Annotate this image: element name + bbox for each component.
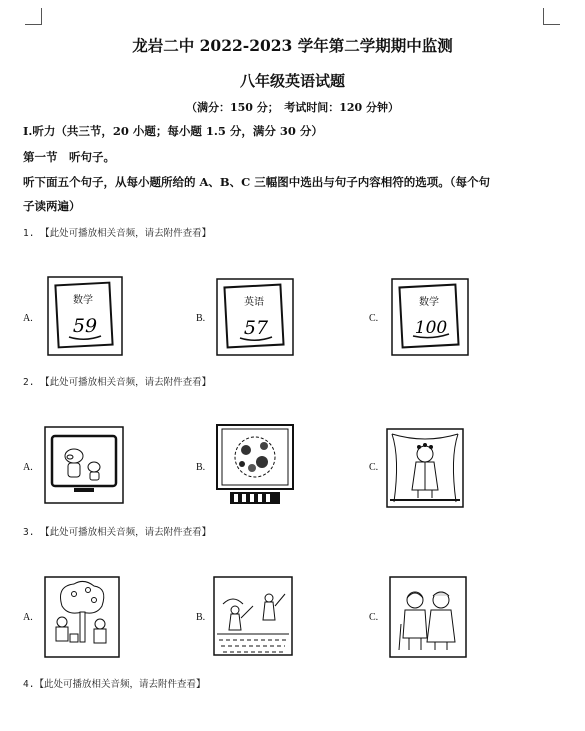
- children-picking-fruit-icon[interactable]: [44, 576, 120, 658]
- fireworks-painting-icon[interactable]: [216, 424, 294, 506]
- part-heading: 第一节 听句子。: [23, 150, 115, 164]
- q2-option-c-letter: C.: [369, 462, 379, 473]
- q1c-score: 100: [414, 318, 448, 338]
- q3-option-c-letter: C.: [369, 612, 379, 623]
- question-4-audio-label[interactable]: 4.【此处可播放相关音频，请去附件查看】: [23, 679, 206, 690]
- corner-mark-right: [543, 8, 560, 25]
- q1b-score: 57: [243, 317, 269, 339]
- q1-option-c-letter: C.: [369, 313, 379, 324]
- q2-option-b-letter: B.: [196, 462, 206, 473]
- instruction-line-2: 子读两遍）: [23, 199, 81, 213]
- q1a-score: 59: [72, 315, 98, 337]
- instruction-line-1: 听下面五个句子，从每小题所给的 A、B、C 三幅图中选出与句子内容相符的选项。（每个句: [23, 175, 491, 189]
- cartoon-pigs-tv-icon[interactable]: [44, 426, 124, 504]
- corner-mark-left: [25, 8, 42, 25]
- q1-option-a-letter: A.: [23, 313, 33, 324]
- section-heading: I.听力（共三节，20 小题；每小题 1.5 分，满分 30 分）: [23, 124, 323, 138]
- question-3-audio-label[interactable]: 3. 【此处可播放相关音频，请去附件查看】: [23, 527, 212, 538]
- exam-subtitle: 八年级英语试题: [239, 72, 345, 90]
- exam-info: （满分：150 分； 考试时间：120 分钟）: [185, 101, 400, 114]
- elderly-couple-icon[interactable]: [389, 576, 467, 658]
- question-2-audio-label[interactable]: 2. 【此处可播放相关音频，请去附件查看】: [23, 377, 212, 388]
- q1a-subject: 数学: [73, 295, 93, 306]
- q1b-subject: 英语: [244, 297, 264, 308]
- math-test-paper-59-icon[interactable]: [47, 276, 123, 356]
- opera-performer-stage-icon[interactable]: [386, 428, 464, 508]
- exam-title: 龙岩二中 2022-2023 学年第二学期期中监测: [132, 36, 453, 55]
- question-1-audio-label[interactable]: 1. 【此处可播放相关音频，请去附件查看】: [23, 228, 212, 239]
- math-test-paper-100-icon[interactable]: [391, 278, 469, 356]
- english-test-paper-57-icon[interactable]: [216, 278, 294, 356]
- q3-option-a-letter: A.: [23, 612, 33, 623]
- q3-option-b-letter: B.: [196, 612, 206, 623]
- farmers-working-field-icon[interactable]: [213, 576, 293, 656]
- q2-option-a-letter: A.: [23, 462, 33, 473]
- q1c-subject: 数学: [419, 297, 439, 308]
- q1-option-b-letter: B.: [196, 313, 206, 324]
